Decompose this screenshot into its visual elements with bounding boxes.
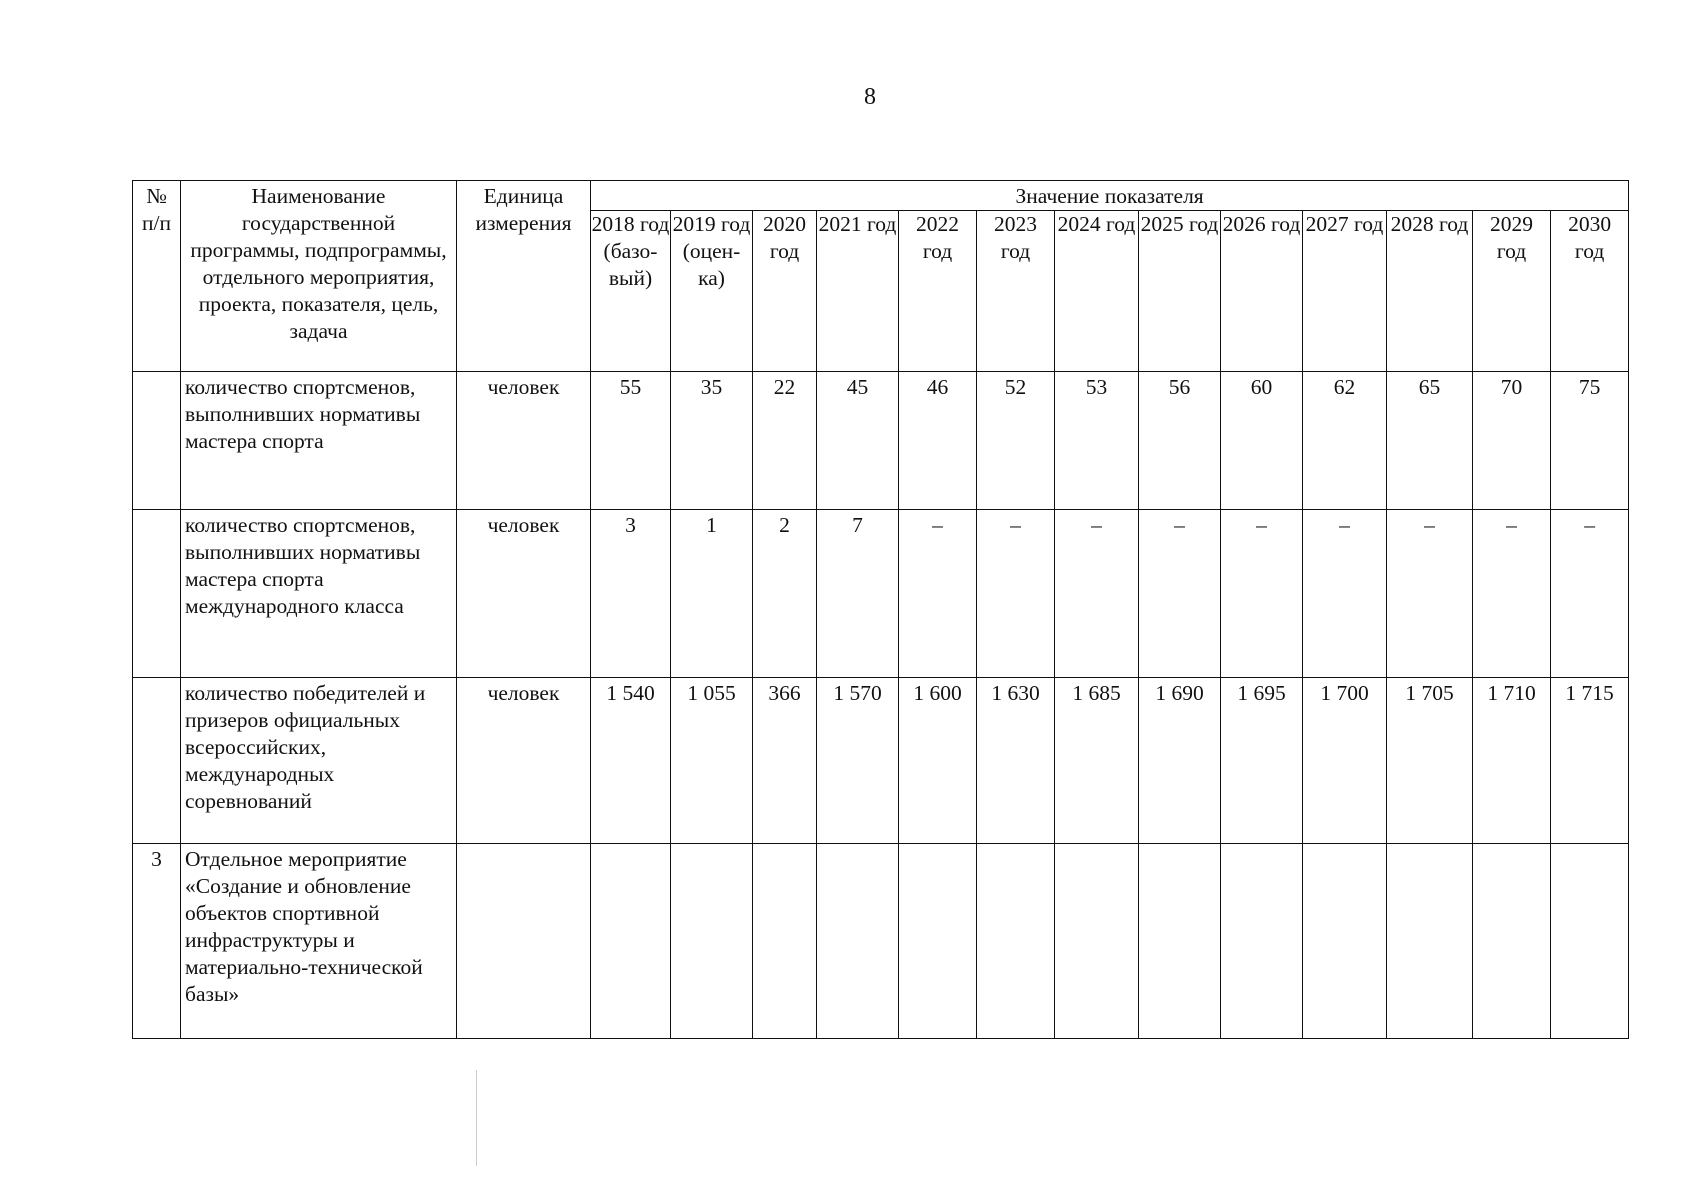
scan-artifact-line [476,1070,477,1166]
header-year-label: 2018 год (базо-вый) [591,212,670,290]
row-number [133,678,181,844]
row-value-text: – [1010,513,1021,537]
header-name-label: Наименование государственной программы, подпрограммы, отдельного мероприятия, проекта, показателя, цель, задача [190,184,447,343]
row-value-text: 1 700 [1320,681,1369,705]
row-name [181,510,457,678]
row-name [181,844,457,1039]
row-unit [457,678,591,844]
row-value-text: 1 715 [1565,681,1614,705]
header-year-0 [591,211,671,372]
row-value-text: 7 [852,513,863,537]
row-value-text: 60 [1250,375,1273,399]
row-value [1303,510,1387,678]
header-name [181,181,457,372]
row-value [1303,844,1387,1039]
row-value-text: 1 600 [913,681,962,705]
row-value [977,372,1055,510]
header-year-4 [899,211,977,372]
row-value [671,372,753,510]
row-number [133,844,181,1039]
header-year-1 [671,211,753,372]
row-value [1221,372,1303,510]
row-value-text: 35 [700,375,723,399]
row-value-text: – [1339,513,1350,537]
row-value-text: – [932,513,943,537]
row-value-text: 75 [1578,375,1601,399]
row-value-text: 1 540 [606,681,655,705]
header-values-group [591,181,1629,211]
row-value-text: – [1506,513,1517,537]
row-number [133,510,181,678]
row-number-text: 3 [151,847,162,871]
row-name-text: количество спортсменов, выполнивших нормативы мастера спорта [185,375,421,453]
row-value [977,510,1055,678]
row-value-text: 52 [1004,375,1027,399]
row-value [1551,844,1629,1039]
row-value [591,510,671,678]
row-value [671,510,753,678]
row-value [1473,678,1551,844]
header-year-label: 2020 год [763,212,806,263]
row-value-text: 45 [846,375,869,399]
row-unit [457,510,591,678]
header-unit [457,181,591,372]
header-year-9 [1303,211,1387,372]
row-unit-text: человек [487,375,560,399]
row-value [817,372,899,510]
header-year-label: 2029 год [1490,212,1533,263]
table-row [133,510,1629,678]
row-value-text: – [1091,513,1102,537]
row-value-text: 1 705 [1405,681,1454,705]
row-unit [457,844,591,1039]
row-value [1055,844,1139,1039]
row-value [1139,372,1221,510]
row-value-text: – [1424,513,1435,537]
row-name [181,678,457,844]
row-value-text: 1 570 [833,681,882,705]
row-number [133,372,181,510]
row-value [1139,844,1221,1039]
row-value [1055,510,1139,678]
row-value-text: 46 [926,375,949,399]
header-row-top [133,181,1629,211]
row-value [899,372,977,510]
row-name-text: Отдельное мероприятие «Создание и обновление объектов спортивной инфраструктуры и материально-технической базы» [185,847,423,1006]
header-year-label: 2024 год [1057,212,1136,236]
row-value-text: 3 [625,513,636,537]
row-value [753,510,817,678]
row-value [977,678,1055,844]
row-value-text: 366 [768,681,801,705]
row-value [977,844,1055,1039]
header-year-12 [1551,211,1629,372]
row-value-text: 70 [1500,375,1523,399]
row-value [1387,678,1473,844]
row-value [753,678,817,844]
row-value-text: – [1174,513,1185,537]
row-value-text: 65 [1418,375,1441,399]
table-row [133,678,1629,844]
header-year-10 [1387,211,1473,372]
header-year-5 [977,211,1055,372]
row-value-text: – [1256,513,1267,537]
row-value-text: 1 685 [1072,681,1121,705]
row-name [181,372,457,510]
row-value [671,678,753,844]
row-value [1139,678,1221,844]
header-year-label: 2026 год [1222,212,1301,236]
row-unit [457,372,591,510]
row-value-text: 55 [619,375,642,399]
row-value [899,510,977,678]
row-value [1055,372,1139,510]
row-value-text: 1 055 [687,681,736,705]
row-value [671,844,753,1039]
row-unit-text: человек [487,681,560,705]
row-value [1387,510,1473,678]
row-value-text: 2 [779,513,790,537]
row-value [817,510,899,678]
row-value [817,678,899,844]
row-unit-text: человек [487,513,560,537]
header-year-8 [1221,211,1303,372]
row-value [1221,678,1303,844]
header-number [133,181,181,372]
row-value-text: 1 690 [1155,681,1204,705]
row-value [1473,844,1551,1039]
row-value [591,844,671,1039]
header-year-2 [753,211,817,372]
row-value [1303,678,1387,844]
row-value-text: 1 710 [1487,681,1536,705]
row-value [1387,844,1473,1039]
row-value [1387,372,1473,510]
header-year-label: 2028 год [1390,212,1469,236]
header-year-label: 2025 год [1140,212,1219,236]
row-value [1551,372,1629,510]
page-number: 8 [864,84,876,110]
row-value [591,372,671,510]
row-value [1551,510,1629,678]
table-row [133,372,1629,510]
header-values-group-label: Значение показателя [1015,184,1204,208]
row-value-text: 1 630 [991,681,1040,705]
row-value-text: 1 695 [1237,681,1286,705]
row-name-text: количество спортсменов, выполнивших нормативы мастера спорта международного класса [185,513,421,618]
row-value [753,844,817,1039]
row-value [1551,678,1629,844]
header-year-7 [1139,211,1221,372]
row-value [591,678,671,844]
header-year-label: 2027 год [1305,212,1384,236]
row-value [1473,372,1551,510]
row-value-text: 56 [1168,375,1191,399]
row-value-text: 22 [773,375,796,399]
row-value-text: 62 [1333,375,1356,399]
header-year-label: 2023 год [994,212,1037,263]
header-year-label: 2030 год [1568,212,1612,263]
header-year-label: 2021 год [818,212,897,236]
row-value [899,678,977,844]
row-name-text: количество победителей и призеров официальных всероссийских, международных соревнований [185,681,426,813]
header-year-11 [1473,211,1551,372]
header-year-3 [817,211,899,372]
header-number-label: № п/п [142,184,171,235]
row-value [1221,844,1303,1039]
header-year-6 [1055,211,1139,372]
row-value-text: 1 [706,513,717,537]
row-value [817,844,899,1039]
row-value [1221,510,1303,678]
row-value [1473,510,1551,678]
header-year-label: 2019 год (оцен-ка) [672,212,751,290]
header-year-label: 2022 год [916,212,959,263]
header-unit-label: Единица измерения [475,184,572,235]
row-value [1139,510,1221,678]
row-value [1303,372,1387,510]
indicators-table [132,180,1629,1039]
row-value [1055,678,1139,844]
row-value [899,844,977,1039]
table-body [133,372,1629,1039]
row-value-text: – [1584,513,1595,537]
table-row [133,844,1629,1039]
row-value-text: 53 [1085,375,1108,399]
row-value [753,372,817,510]
